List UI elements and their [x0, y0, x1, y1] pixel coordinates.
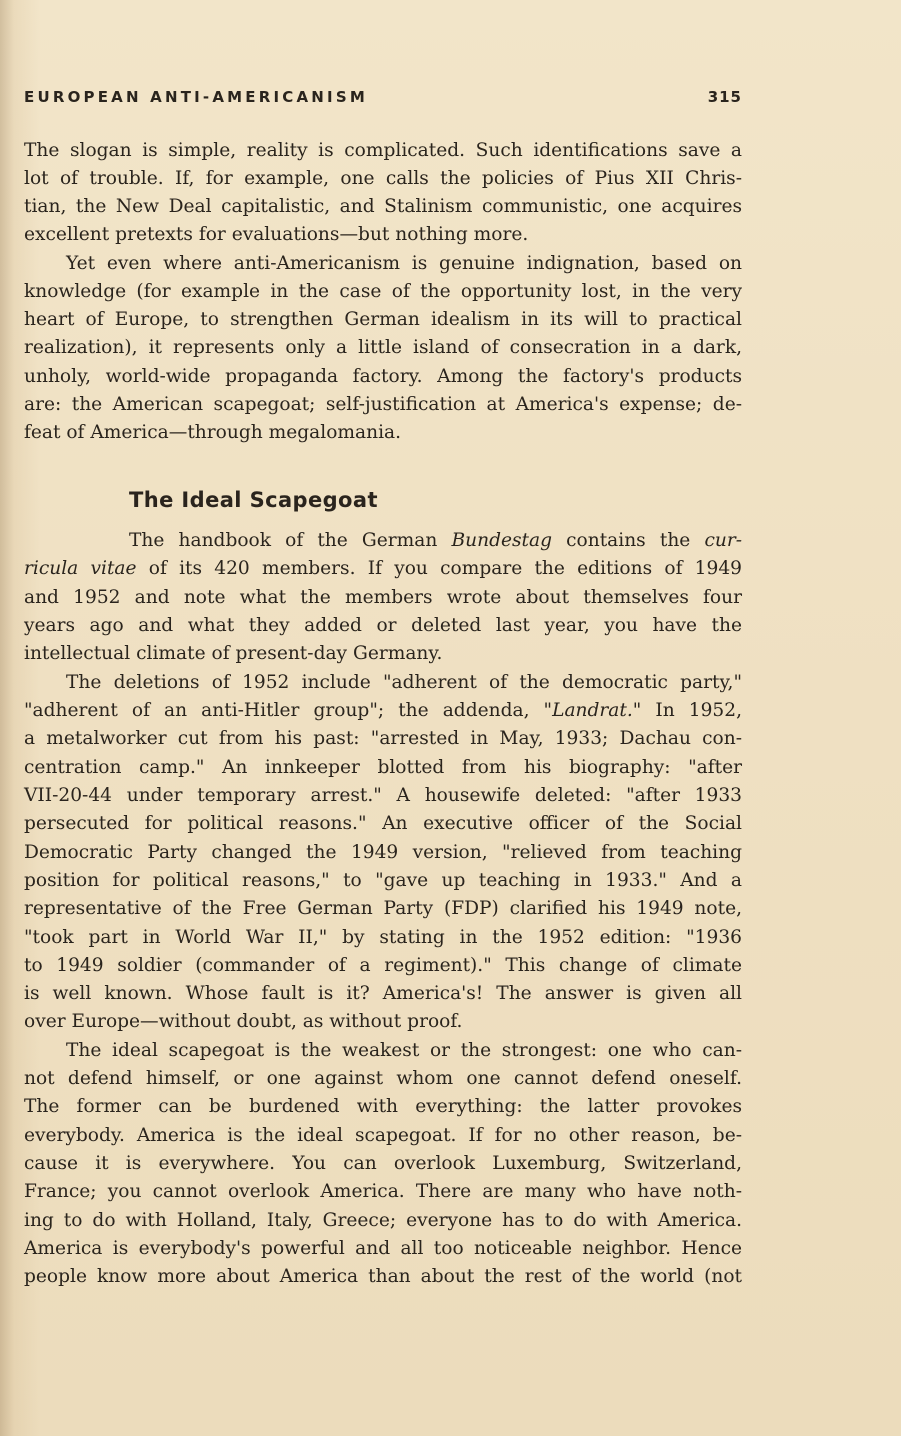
text-segment: America is everybody's powerful and all too noticeable neighbor. Hence: [24, 1238, 742, 1259]
text-line: [24, 165, 742, 193]
text-segment: realization), it represents only a little island of consecration in a dark,: [24, 337, 742, 358]
text-segment: everybody. America is the ideal scapegoat. If for no other reason, be-: [24, 1125, 742, 1146]
text-segment: intellectual climate of present-day Germany.: [24, 643, 443, 664]
text-line: [66, 1037, 742, 1065]
text-line: [24, 1207, 742, 1235]
text-segment: The handbook of the German: [129, 530, 452, 551]
text-line: [24, 1263, 742, 1291]
text-line: [24, 1150, 742, 1178]
text-segment: over Europe—without doubt, as without proof.: [24, 1011, 463, 1032]
text-segment: France; you cannot overlook America. There are many who have noth-: [24, 1181, 742, 1202]
text-line: [24, 1235, 742, 1263]
italic-text: ricula vitae: [24, 558, 137, 579]
text-segment: of its 420 members. If you compare the editions of 1949: [136, 558, 743, 579]
running-title: EUROPEAN ANTI-AMERICANISM: [24, 88, 368, 106]
text-segment: heart of Europe, to strengthen German idealism in its will to practical: [24, 309, 742, 330]
text-segment: a metalworker cut from his past: "arrested in May, 1933; Dachau con-: [24, 728, 742, 749]
page-number: 315: [707, 88, 742, 106]
text-segment: contains the: [552, 530, 705, 551]
text-line: [24, 895, 742, 923]
text-segment: tian, the New Deal capitalistic, and Stalinism communistic, one acquires: [24, 196, 742, 217]
text-segment: Yet even where anti-Americanism is genuine indignation, based on: [66, 253, 742, 274]
text-segment: not defend himself, or one against whom one cannot defend oneself.: [24, 1068, 742, 1089]
text-segment: "adherent of an anti-Hitler group"; the addenda,: [24, 700, 544, 721]
text-segment: ing to do with Holland, Italy, Greece; everyone has to do with America.: [24, 1210, 742, 1231]
text-line: [24, 810, 742, 838]
text-line: [24, 924, 742, 952]
text-segment: "took part in World War II," by stating in the 1952 edition: "1936: [24, 927, 742, 948]
text-segment: centration camp." An innkeeper blotted from his biography: "after: [24, 757, 742, 778]
text-line: [24, 391, 742, 419]
text-line: [24, 754, 742, 782]
text-line: [24, 1122, 742, 1150]
text-segment: unholy, world-wide propaganda factory. Among the factory's products: [24, 366, 742, 387]
text-line: [24, 612, 742, 640]
text-segment: cause it is everywhere. You can overlook Luxemburg, Switzerland,: [24, 1153, 742, 1174]
text-line: [24, 584, 742, 612]
text-segment: VII-20-44 under temporary arrest." A housewife deleted: "after 1933: [24, 785, 742, 806]
text-segment: Democratic Party changed the 1949 version, "relieved from teaching: [24, 842, 742, 863]
text-line: [66, 669, 742, 697]
text-segment: position for political reasons," to "gave up teaching in 1933." And a: [24, 870, 742, 891]
text-line: [24, 952, 742, 980]
italic-text: cur-: [704, 530, 742, 551]
text-segment: The slogan is simple, reality is complicated. Such identifications save a: [24, 140, 742, 161]
text-line: [66, 250, 742, 278]
text-segment: The former can be burdened with everything: the latter provokes: [24, 1096, 742, 1117]
text-line: [24, 1178, 742, 1206]
text-line: [24, 1065, 742, 1093]
text-line: [24, 278, 742, 306]
text-segment: feat of America—through megalomania.: [24, 422, 402, 443]
text-line: [24, 839, 742, 867]
text-line: [24, 640, 742, 668]
section-heading: The Ideal Scapegoat: [129, 488, 378, 512]
text-line: [24, 1093, 742, 1121]
text-line: [24, 193, 742, 221]
text-segment: people know more about America than about the rest of the world (not: [24, 1266, 742, 1287]
text-line: [24, 363, 742, 391]
text-line: [24, 555, 742, 583]
text-segment: are: the American scapegoat; self-justification at America's expense; de-: [24, 394, 742, 415]
text-segment: The deletions of 1952 include "adherent of the democratic party,": [66, 672, 742, 693]
italic-text: "Landrat.": [543, 700, 642, 721]
text-line: [24, 980, 742, 1008]
text-segment: knowledge (for example in the case of the opportunity lost, in the very: [24, 281, 742, 302]
text-segment: persecuted for political reasons." An executive officer of the Social: [24, 813, 742, 834]
italic-text: Bundestag: [451, 530, 552, 551]
text-segment: to 1949 soldier (commander of a regiment)." This change of climate: [24, 955, 742, 976]
text-line: [24, 306, 742, 334]
text-segment: lot of trouble. If, for example, one calls the policies of Pius XII Chris-: [24, 168, 742, 189]
text-segment: excellent pretexts for evaluations—but nothing more.: [24, 224, 529, 245]
text-line: [24, 867, 742, 895]
text-segment: is well known. Whose fault is it? America's! The answer is given all: [24, 983, 742, 1004]
text-line: [129, 527, 742, 555]
text-line: [24, 1008, 742, 1036]
text-line: [24, 419, 742, 447]
text-segment: years ago and what they added or deleted last year, you have the: [24, 615, 742, 636]
text-line: [24, 221, 742, 249]
text-segment: The ideal scapegoat is the weakest or the strongest: one who can-: [66, 1040, 742, 1061]
text-line: [24, 697, 742, 725]
text-segment: and 1952 and note what the members wrote about themselves four: [24, 587, 742, 608]
running-head: [24, 88, 742, 110]
text-line: [24, 137, 742, 165]
text-line: [24, 782, 742, 810]
text-segment: representative of the Free German Party (FDP) clarified his 1949 note,: [24, 898, 742, 919]
text-line: [24, 725, 742, 753]
text-line: [24, 334, 742, 362]
text-segment: In 1952,: [641, 700, 742, 721]
